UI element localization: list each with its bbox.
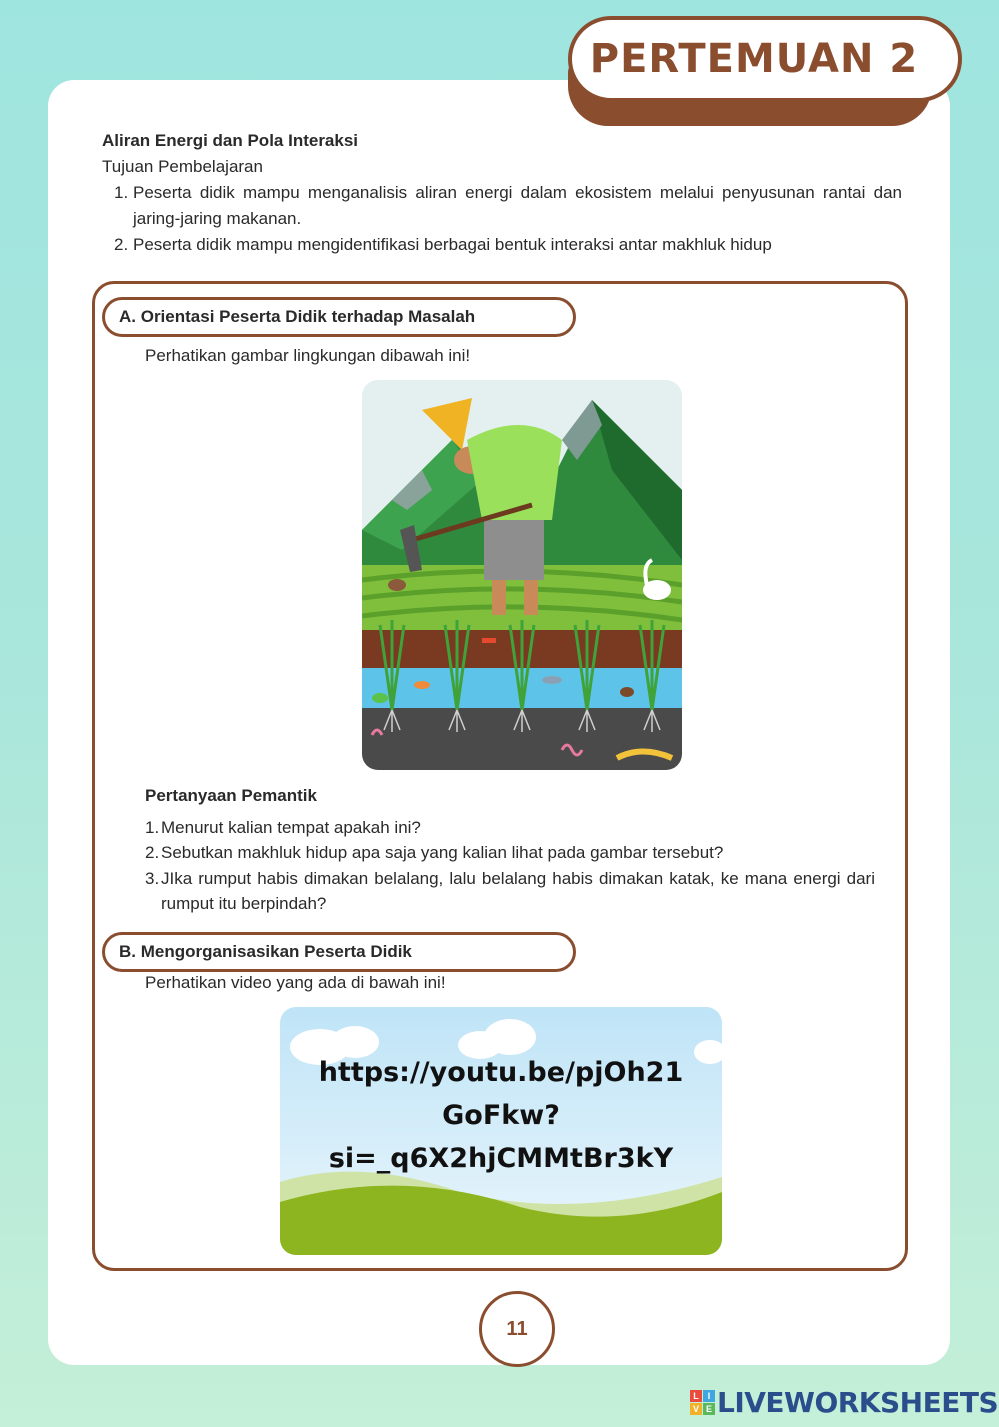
page-number: 11 — [479, 1291, 555, 1367]
lesson-title: Aliran Energi dan Pola Interaksi — [102, 131, 359, 150]
learning-goals-list — [102, 180, 902, 258]
video-url-line: GoFkw? — [442, 1100, 560, 1131]
section-b-heading: B. Mengorganisasikan Peserta Didik — [102, 932, 576, 972]
learning-goal-item — [102, 180, 902, 232]
guiding-questions — [145, 783, 875, 917]
question-item — [145, 815, 875, 841]
learning-goals-heading: Tujuan Pembelajaran — [102, 157, 263, 176]
brand-text: LIVEWORKSHEETS — [717, 1385, 999, 1419]
intro-block — [102, 128, 902, 258]
video-url-line: si=_q6X2hjCMMtBr3kY — [328, 1143, 674, 1174]
question-number: 3. — [145, 868, 160, 888]
question-item — [145, 840, 875, 866]
rice-field-illustration — [362, 380, 682, 770]
logo-letter: V — [690, 1403, 702, 1415]
liveworksheets-logo[interactable] — [690, 1386, 998, 1418]
logo-letter: E — [703, 1403, 715, 1415]
video-link-card[interactable] — [280, 1007, 722, 1255]
section-b-instruction: Perhatikan video yang ada di bawah ini! — [145, 973, 446, 992]
guiding-questions-title: Pertanyaan Pemantik — [145, 786, 317, 805]
goal-text: Peserta didik mampu mengidentifikasi berbagai bentuk interaksi antar makhluk hidup — [133, 235, 772, 254]
question-text: Menurut kalian tempat apakah ini? — [161, 817, 421, 837]
video-url[interactable] — [280, 1051, 722, 1180]
goal-number: 2. — [114, 235, 129, 254]
question-number: 1. — [145, 817, 160, 837]
meeting-badge-label: PERTEMUAN 2 — [589, 36, 919, 82]
meeting-badge — [568, 16, 962, 102]
brand-logo-icon — [690, 1390, 715, 1415]
learning-goal-item — [102, 232, 902, 258]
goal-text: Peserta didik mampu menganalisis aliran energi dalam ekosistem melalui penyusunan rantai dan jaring-jaring makanan. — [133, 183, 902, 228]
section-a-heading: A. Orientasi Peserta Didik terhadap Masalah — [102, 297, 576, 337]
guiding-questions-list — [145, 815, 875, 917]
logo-letter: L — [690, 1390, 702, 1402]
question-number: 2. — [145, 843, 160, 862]
goal-number: 1. — [114, 183, 129, 202]
video-url-line: https://youtu.be/pjOh21 — [318, 1057, 684, 1088]
section-a-instruction: Perhatikan gambar lingkungan dibawah ini! — [145, 346, 471, 365]
question-item — [145, 866, 875, 917]
logo-letter: I — [703, 1390, 715, 1402]
question-text: Sebutkan makhluk hidup apa saja yang kalian lihat pada gambar tersebut? — [161, 843, 724, 862]
question-text: JIka rumput habis dimakan belalang, lalu belalang habis dimakan katak, ke mana energi dari rumput itu berpindah? — [161, 868, 875, 913]
